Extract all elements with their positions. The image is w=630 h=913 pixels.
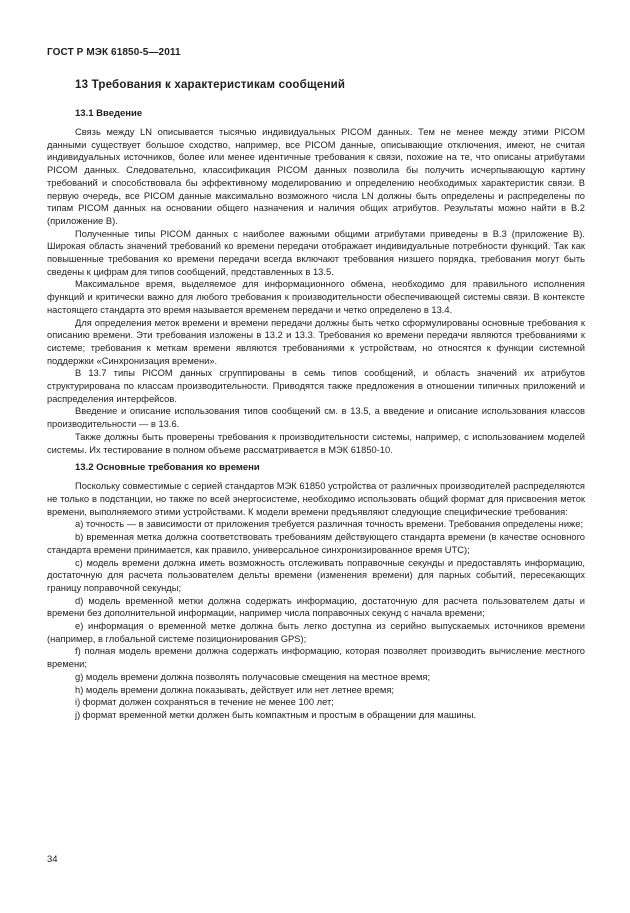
list-item: i) формат должен сохраняться в течение не менее 100 лет; — [75, 697, 334, 708]
subsection-title-13-1: 13.1 Введение — [75, 108, 143, 119]
standard-header: ГОСТ Р МЭК 61850-5—2011 — [47, 47, 181, 58]
list-item: b) временная метка должна соответствовать требованиям действующего стандарта времени (в качестве основного стандарта времени принимается, как правило, универсальное синхронизированное время UTC); — [47, 532, 585, 555]
paragraph: Связь между LN описывается тысячью индивидуальных PICOM данных. Тем не менее между этими PICOM данными существует большое сходство, например, все PICOM данные, описывающие отключения, имеют, не считая индивидуальных источников, более или менее идентичные требования к связи, похожие на те, что описаны атрибутами PICOM данных. Следовательно, классификация PICOM данных позволила бы получить исчерпывающую картину требований и способствовала бы эффективному моделированию и определению необходимых характеристик связи. В первую очередь, все PICOM данные максимально возможного числа LN должны быть определены и распределены по типам PICOM данных на основании общего назначения и наличия общих атрибутов. Результаты можно найти в В.2 (приложение В). — [47, 127, 585, 226]
paragraph: Введение и описание использования типов сообщений см. в 13.5, а введение и описание использования классов производительности — в 13.6. — [47, 406, 585, 430]
subsection-title-13-2: 13.2 Основные требования ко времени — [75, 462, 260, 474]
section-title: 13 Требования к характеристикам сообщений — [75, 79, 346, 91]
list-item: d) модель временной метки должна содержать информацию, достаточную для расчета пользователем даты и времени без дополнительной информации, например числа поправочных секунд с начала времени; — [47, 595, 585, 619]
list-item: a) точность — в зависимости от приложения требуется различная точность времени. Требования определены ниже; — [75, 519, 584, 530]
list-item: c) модель времени должна иметь возможность отслеживать поправочные секунды и предоставлять информацию, достаточную для расчета пользователем дельты времени (изменения времени) для парных событий, пересекающих границу поправочной секунды; — [47, 557, 585, 593]
list-item: h) модель времени должна показывать, действует или нет летнее время; — [75, 684, 394, 695]
list-item: g) модель времени должна позволять получасовые смещения на местное время; — [75, 671, 431, 682]
list-item: j) формат временной метки должен быть компактным и простым в обращении для машины. — [75, 709, 477, 720]
paragraph: В 13.7 типы PICOM данных сгруппированы в семь типов сообщений, и область значений их атрибутов структурирована по классам производительности. Приводятся также предложения в отношении типичных приложений и распределения интерфейсов. — [47, 368, 585, 404]
page-number: 34 — [47, 854, 58, 865]
paragraph: Максимальное время, выделяемое для информационного обмена, необходимо для правильного исполнения функций и критически важно для любого требования к производительности обеспечивающей системы связи. В контексте настоящего стандарта это время называется временем передачи и четко определено в 13.4. — [47, 279, 585, 315]
list-item: f) полная модель времени должна содержать информацию, которая позволяет производить вычисление местного времени; — [47, 646, 585, 670]
paragraph: Также должны быть проверены требования к производительности системы, например, с использованием моделей системы. Их тестирование в полном объеме рассматривается в МЭК 61850-10. — [47, 431, 585, 455]
paragraph: Поскольку совместимые с серией стандартов МЭК 61850 устройства от различных производителей распределяются не только в подстанции, но также по всей энергосистеме, необходимо использовать общий формат для присвоения меток времени, выполняемого этими устройствами. К модели времени предъявляют следующие специфические требования: — [47, 481, 585, 517]
list-item: e) информация о временной метке должна быть легко доступна из серийно выпускаемых источников времени (например, в глобальной системе позиционирования GPS); — [47, 621, 585, 644]
page-content — [47, 78, 585, 722]
paragraph: Полученные типы PICOM данных с наиболее важными общими атрибутами приведены в В.3 (приложение В). Широкая область значений требований ко времени передачи отображает индивидуальные потребности функций. Так как повышенные требования ко времени передачи всегда включают требования низшего порядка, требования могут быть сведены к цифрам для типов сообщений, представленных в 13.5. — [47, 228, 585, 277]
paragraph: Для определения меток времени и времени передачи должны быть четко сформулированы основные требования к описанию времени. Эти требования изложены в 13.2 и 13.3. Требования ко времени передачи являются требованиями к системе; требования к меткам времени являются требованиями к устройствам, но относятся к функции системной поддержки «Синхронизация времени». — [47, 317, 585, 366]
